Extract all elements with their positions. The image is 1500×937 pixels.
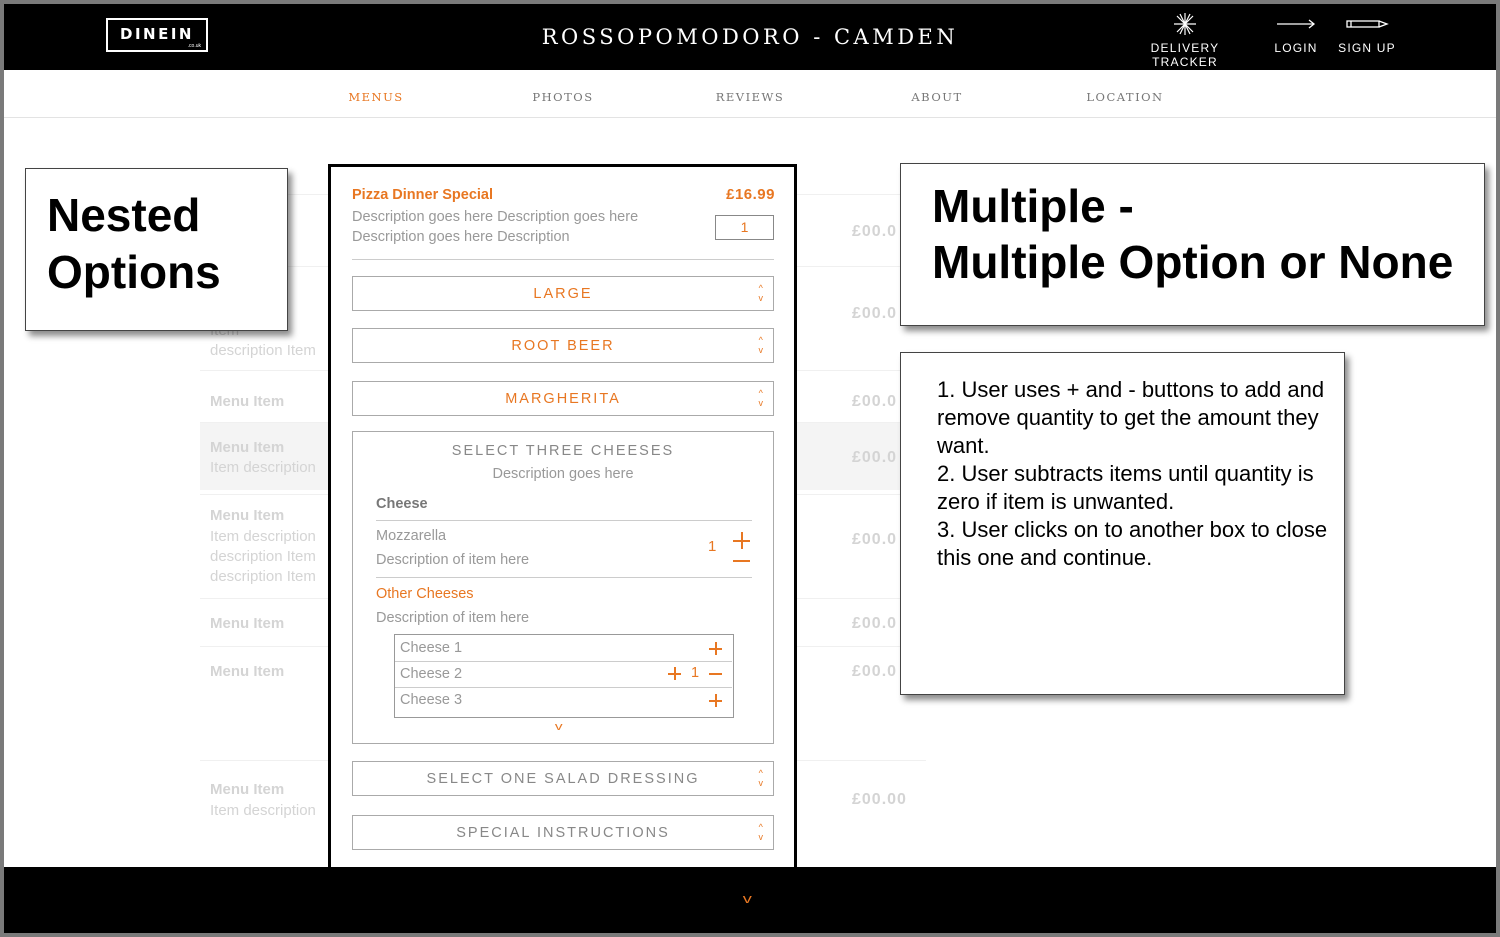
special-instructions-label: SPECIAL INSTRUCTIONS xyxy=(456,825,670,841)
menu-item-desc: Item description xyxy=(210,802,316,819)
updown-caret-icon: ^ v xyxy=(758,768,763,788)
annotation-title: Nested Options xyxy=(47,189,221,298)
menu-item-name: Menu Item xyxy=(210,663,285,680)
menu-item-price: £00.0 xyxy=(852,531,898,548)
sign-up-label: SIGN UP xyxy=(1338,41,1396,55)
salad-dressing-select[interactable] xyxy=(352,761,774,796)
tab-reviews[interactable]: REVIEWS xyxy=(715,90,785,104)
item-title: Pizza Dinner Special xyxy=(352,187,494,203)
annotation-nested-options xyxy=(25,168,288,331)
menu-item-price: £00.0 xyxy=(852,663,898,680)
menu-item-name: Menu Item xyxy=(210,439,285,456)
cheese-options-panel xyxy=(352,431,774,744)
menu-item-price: £00.0 xyxy=(852,615,898,632)
menu-item-desc: description Item xyxy=(210,548,316,565)
menu-item-desc: Item description xyxy=(210,459,316,476)
plus-icon[interactable] xyxy=(709,694,722,707)
panel-title: SELECT THREE CHEESES xyxy=(451,443,675,459)
site-header xyxy=(4,4,1496,70)
chevron-down-icon[interactable]: v xyxy=(554,721,563,733)
special-instructions-select[interactable] xyxy=(352,815,774,850)
item-description: Description goes here Description goes here Description goes here Description xyxy=(352,209,639,245)
delivery-tracker-link[interactable] xyxy=(1119,12,1251,69)
pencil-icon xyxy=(1334,12,1400,36)
plus-icon[interactable] xyxy=(733,532,750,549)
salad-dressing-label: SELECT ONE SALAD DRESSING xyxy=(426,771,700,787)
menu-item-name: Menu Item xyxy=(210,393,285,410)
drink-select[interactable] xyxy=(352,328,774,363)
starburst-icon xyxy=(1119,12,1251,36)
annotation-steps-text: 1. User uses + and - buttons to add and remove quantity to get the amount they want. 2. User subtracts items until quantity is zero if item is unwanted. 3. User clicks on to another box to close this one and continue. xyxy=(937,377,1328,570)
menu-item-desc: Item description xyxy=(210,528,316,545)
other-cheeses-heading: Other Cheeses xyxy=(376,586,474,602)
quantity-input[interactable]: 1 xyxy=(715,215,774,240)
updown-caret-icon: ^ v xyxy=(758,388,763,408)
pizza-select[interactable] xyxy=(352,381,774,416)
menu-item-price: £00.0 xyxy=(852,305,898,322)
section-heading: Cheese xyxy=(376,496,428,512)
menu-item-name: Menu Item xyxy=(210,781,285,798)
drink-select-value: ROOT BEER xyxy=(511,338,615,354)
option-quantity: 1 xyxy=(708,538,717,555)
list-item[interactable] xyxy=(395,661,732,688)
login-label: LOGIN xyxy=(1274,41,1318,55)
cheese-quantity: 1 xyxy=(691,665,700,681)
option-description: Description of item here xyxy=(376,552,530,568)
annotation-title-line: Multiple - xyxy=(932,180,1134,232)
tab-photos[interactable]: PHOTOS xyxy=(532,90,594,104)
cheese-name: Cheese 2 xyxy=(400,666,463,682)
annotation-multiple-options xyxy=(900,163,1485,326)
tab-menus[interactable]: MENUS xyxy=(348,90,404,104)
plus-icon[interactable] xyxy=(668,667,681,680)
option-name: Mozzarella xyxy=(376,528,447,544)
size-select[interactable] xyxy=(352,276,774,311)
menu-item-name: Menu Item xyxy=(210,507,285,524)
menu-item-price: £00.0 xyxy=(852,449,898,466)
minus-icon[interactable] xyxy=(709,673,722,675)
item-options-modal xyxy=(328,164,797,884)
divider xyxy=(376,577,752,578)
other-cheeses-description: Description of item here xyxy=(376,610,530,626)
menu-item-price: £00.0 xyxy=(852,223,898,240)
divider xyxy=(352,259,774,260)
list-item[interactable] xyxy=(395,687,732,714)
other-cheeses-list xyxy=(394,634,734,718)
annotation-steps xyxy=(900,352,1345,695)
menu-item-desc: description Item xyxy=(210,568,316,585)
menu-item-desc: description Item xyxy=(210,342,316,359)
cheese-name: Cheese 3 xyxy=(400,692,463,708)
updown-caret-icon: ^ v xyxy=(758,283,763,303)
arrow-right-icon xyxy=(1266,12,1326,36)
size-select-value: LARGE xyxy=(533,286,593,302)
logo-text: DINEIN xyxy=(120,25,194,43)
login-link[interactable] xyxy=(1266,12,1326,55)
logo-sub: .co.uk xyxy=(187,43,201,49)
menu-item-name: Menu Item xyxy=(210,615,285,632)
annotation-title-line: Multiple Option or None xyxy=(932,236,1454,288)
pizza-select-value: MARGHERITA xyxy=(505,391,621,407)
footer-bar xyxy=(4,867,1496,933)
panel-subtitle: Description goes here xyxy=(492,466,634,482)
restaurant-nav xyxy=(4,70,1496,118)
annotation-title xyxy=(932,178,1453,290)
app-window xyxy=(4,4,1496,933)
item-price: £16.99 xyxy=(726,186,775,203)
chevron-down-icon[interactable]: v xyxy=(742,891,752,906)
menu-item-price: £00.0 xyxy=(852,393,898,410)
divider xyxy=(376,520,752,521)
plus-icon[interactable] xyxy=(709,642,722,655)
delivery-tracker-label: DELIVERY TRACKER xyxy=(1150,41,1220,69)
sign-up-link[interactable] xyxy=(1334,12,1400,55)
tab-location[interactable]: LOCATION xyxy=(1086,90,1164,104)
updown-caret-icon: ^ v xyxy=(758,335,763,355)
cheese-name: Cheese 1 xyxy=(400,640,463,656)
list-item[interactable] xyxy=(395,635,732,662)
tab-about[interactable]: ABOUT xyxy=(911,90,963,104)
page-title: ROSSOPOMODORO - CAMDEN xyxy=(541,25,959,49)
updown-caret-icon: ^ v xyxy=(758,822,763,842)
menu-item-price: £00.00 xyxy=(852,791,907,808)
minus-icon[interactable] xyxy=(733,560,750,562)
